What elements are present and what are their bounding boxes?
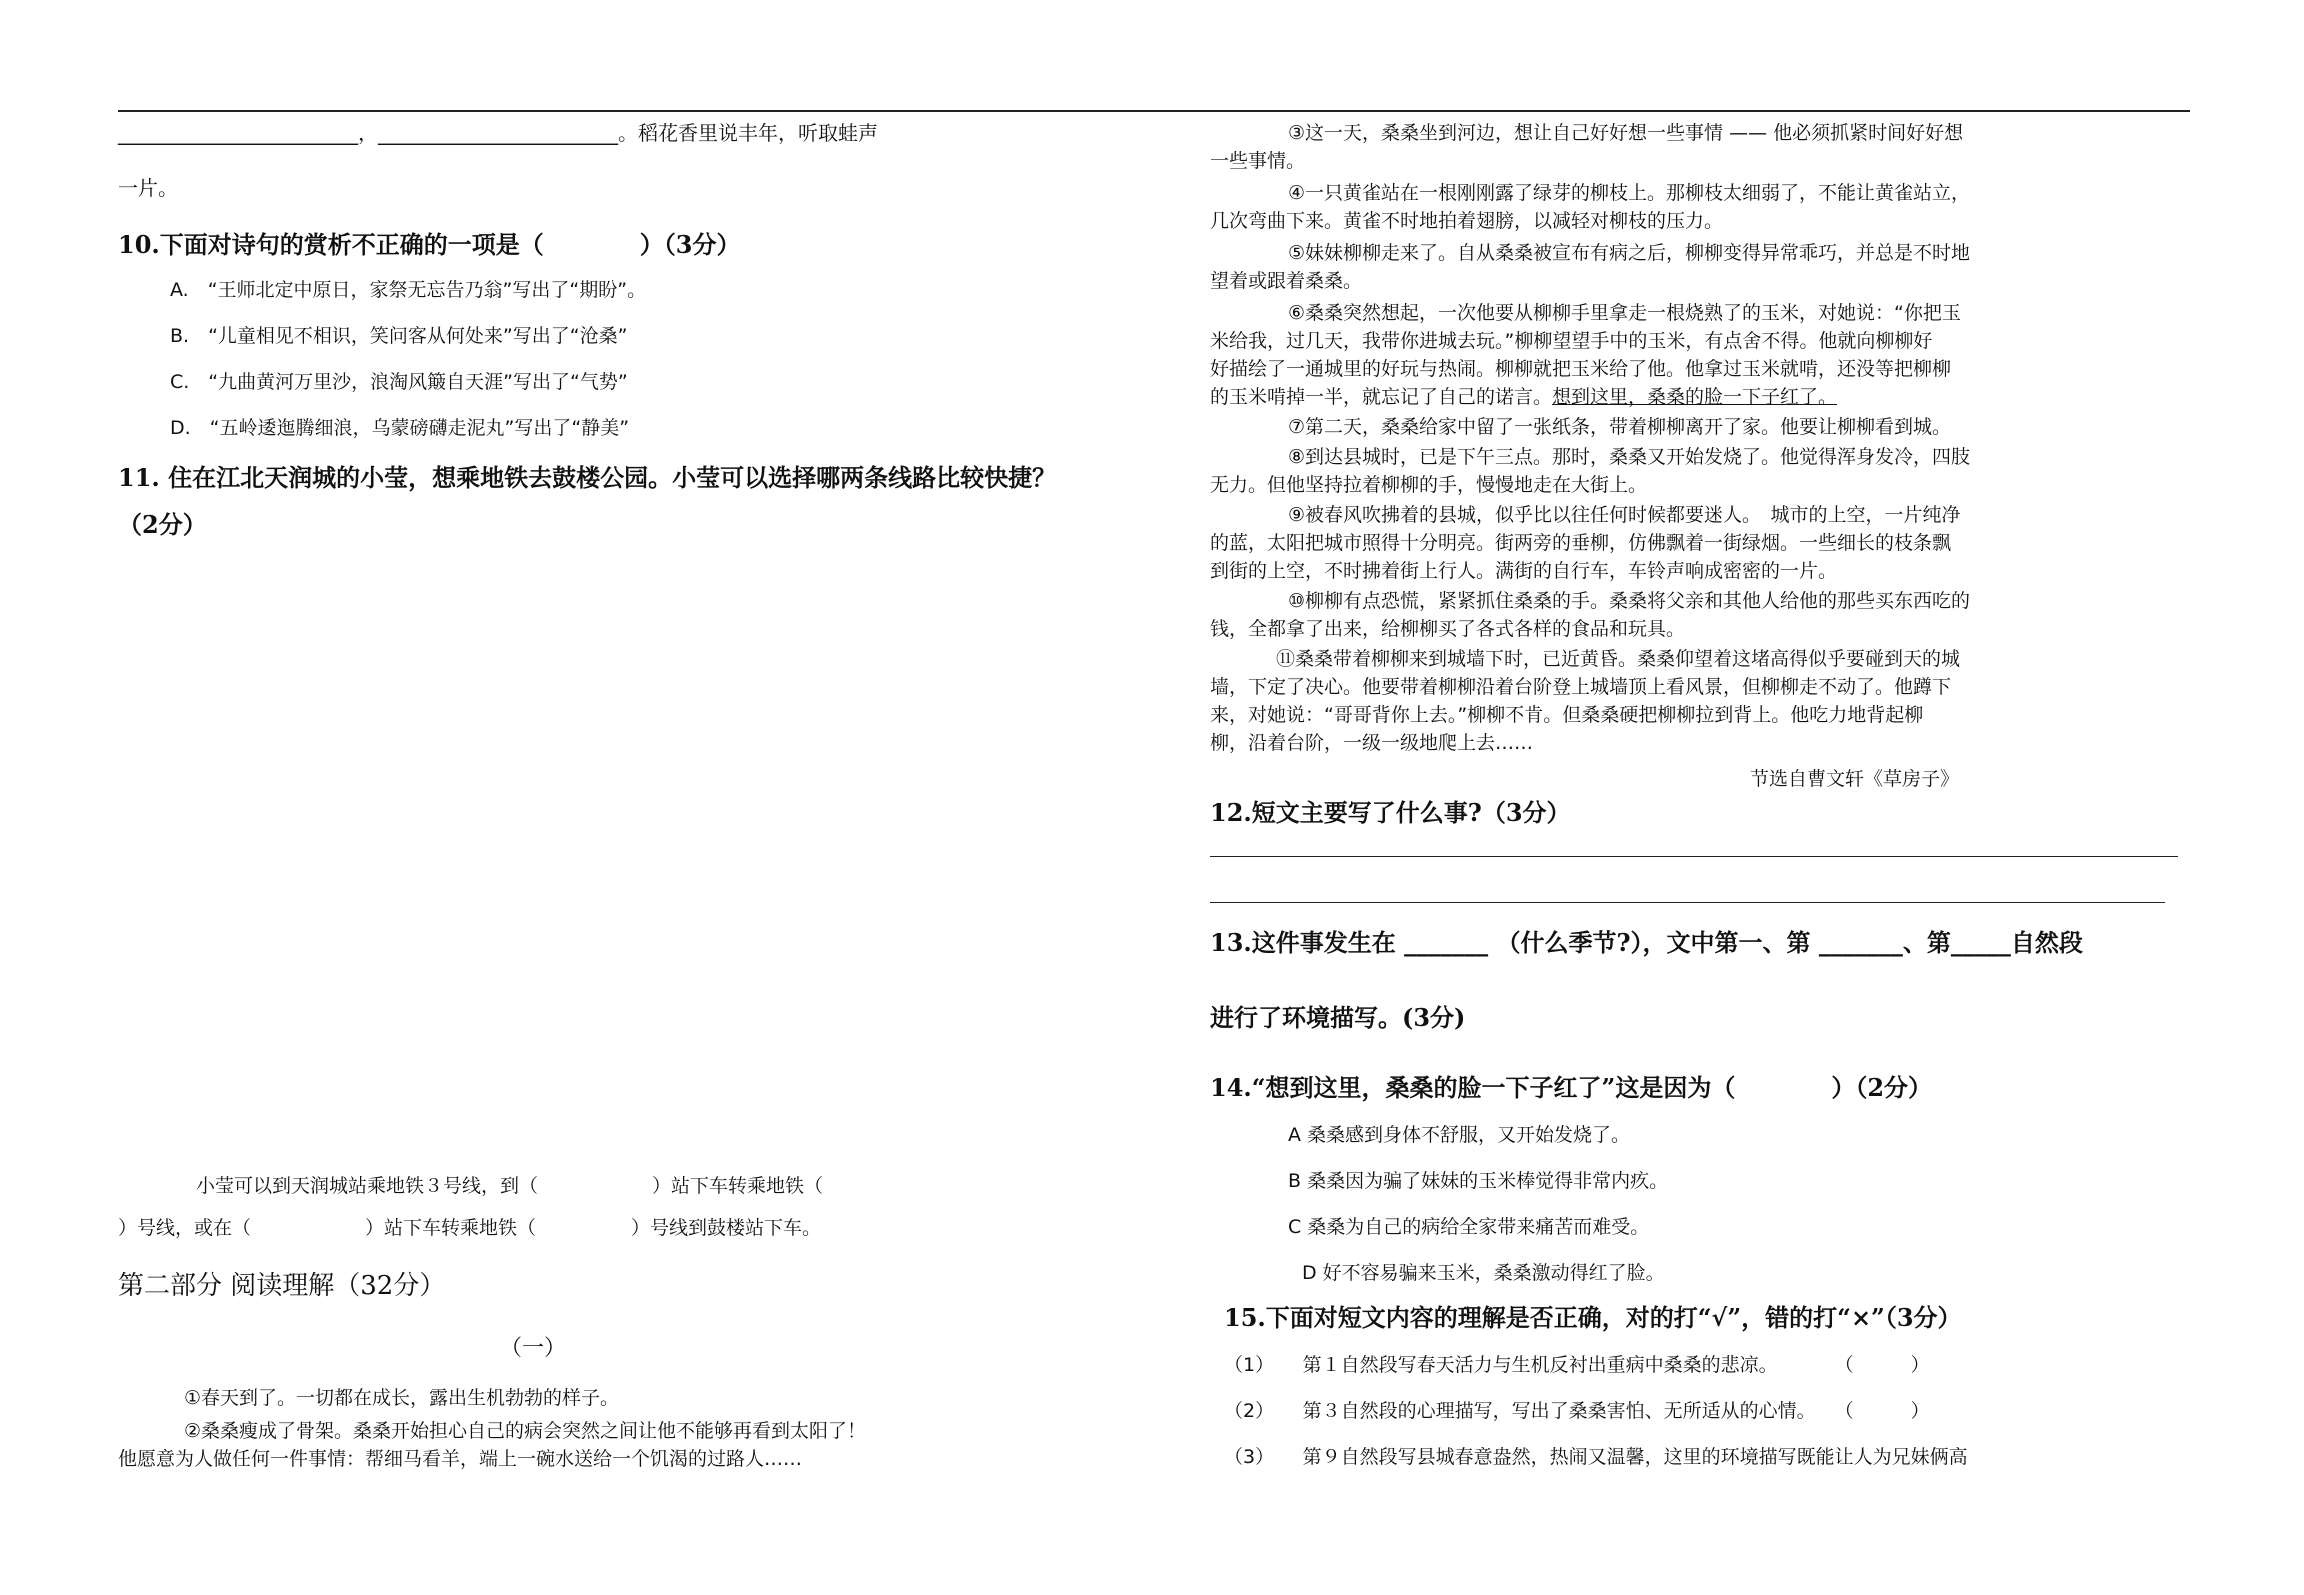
poem-fill-line-1: ________________________，________________________。稻花香里说丰年，听取蛙声 xyxy=(118,121,878,145)
passage-line: 到街的上空，不时拂着街上行人。满街的自行车，车铃声响成密密的一片。 xyxy=(1210,560,1838,582)
passage-line: 好描绘了一通城里的好玩与热闹。柳柳就把玉米给了他。他拿过玉米就啃，还没等把柳柳 xyxy=(1210,358,1952,380)
q10-option-b: B. “儿童相见不相识，笑问客从何处来”写出了“沧桑” xyxy=(170,325,628,347)
passage-line: 钱，全都拿了出来，给柳柳买了各式各样的食品和玩具。 xyxy=(1210,618,1686,640)
passage-line: 望着或跟着桑桑。 xyxy=(1210,270,1363,292)
passage-line: ⑩柳柳有点恐慌，紧紧抓住桑桑的手。桑桑将父亲和其他人给他的那些买东西吃的 xyxy=(1288,590,1971,612)
q14-option-c: C 桑桑为自己的病给全家带来痛苦而难受。 xyxy=(1288,1216,1650,1238)
passage-line: 一些事情。 xyxy=(1210,150,1306,172)
passage-line: ⑦第二天，桑桑给家中留了一张纸条，带着柳柳离开了家。他要让柳柳看到城。 xyxy=(1288,416,1952,438)
passage-line: 米给我，过几天，我带你进城去玩。”柳柳望望手中的玉米，有点舍不得。他就向柳柳好 xyxy=(1210,330,1933,352)
q11-answer-line-2: ）号线，或在（ ）站下车转乘地铁（ ）号线到鼓楼站下车。 xyxy=(118,1217,822,1239)
passage-line: ⑤妹妹柳柳走来了。自从桑桑被宣布有病之后，柳柳变得异常乖巧，并总是不时地 xyxy=(1288,242,1971,264)
passage-line: ⑪桑桑带着柳柳来到城墙下时，已近黄昏。桑桑仰望着这堵高得似乎要碰到天的城 xyxy=(1276,648,1961,670)
passage-line: 无力。但他坚持拉着柳柳的手，慢慢地走在大街上。 xyxy=(1210,474,1648,496)
passage-line: ⑧到达县城时，已是下午三点。那时，桑桑又开始发烧了。他觉得浑身发冷，四肢 xyxy=(1288,446,1971,468)
passage-line: ③这一天，桑桑坐到河边，想让自己好好想一些事情 —— 他必须抓紧时间好好想 xyxy=(1288,122,1964,144)
question-11-stem: 11. 住在江北天润城的小莹，想乘地铁去鼓楼公园。小莹可以选择哪两条线路比较快捷？ xyxy=(118,463,1057,492)
question-15-stem: 15.下面对短文内容的理解是否正确，对的打“√”，错的打“×”（3分） xyxy=(1224,1303,1962,1332)
question-14-stem: 14.“想到这里，桑桑的脸一下子红了”这是因为（ ）（2分） xyxy=(1210,1073,1933,1102)
paragraph-1: ①春天到了。一切都在成长，露出生机勃勃的样子。 xyxy=(184,1387,620,1409)
q15-item-1: （1） 第１自然段写春天活力与生机反衬出重病中桑桑的悲凉。 （ ） xyxy=(1224,1354,1930,1376)
passage-line: 来，对她说：“哥哥背你上去。”柳柳不肯。但桑桑硬把柳柳拉到背上。他吃力地背起柳 xyxy=(1210,704,1924,726)
source-citation: 节选自曹文轩《草房子》 xyxy=(1750,768,1960,790)
passage-line: 的蓝，太阳把城市照得十分明亮。街两旁的垂柳，仿佛飘着一街绿烟。一些细长的枝条飘 xyxy=(1210,532,1952,554)
question-13-line-1: 13.这件事发生在 _______ （什么季节?），文中第一、第 _______、第_____自然段 xyxy=(1210,928,2083,957)
passage-line: 几次弯曲下来。黄雀不时地拍着翅膀，以减轻对柳枝的压力。 xyxy=(1210,210,1724,232)
q11-answer-line-1: 小莹可以到天润城站乘地铁３号线，到（ ）站下车转乘地铁（ xyxy=(196,1175,824,1197)
question-13-line-2: 进行了环境描写。(3分) xyxy=(1210,1003,1466,1032)
passage-line-text: 的玉米啃掉一半，就忘记了自己的诺言。 xyxy=(1210,386,1553,408)
top-rule xyxy=(118,110,2190,112)
question-10-stem: 10.下面对诗句的赏析不正确的一项是（ ）（3分） xyxy=(118,230,741,259)
passage-line: 柳，沿着台阶，一级一级地爬上去…… xyxy=(1210,732,1534,754)
passage-line: ④一只黄雀站在一根刚刚露了绿芽的柳枝上。那柳枝太细弱了，不能让黄雀站立， xyxy=(1288,182,1971,204)
q15-item-2: （2） 第３自然段的心理描写，写出了桑桑害怕、无所适从的心情。 （ ） xyxy=(1224,1400,1930,1422)
passage-line: 墙，下定了决心。他要带着柳柳沿着台阶登上城墙顶上看风景，但柳柳走不动了。他蹲下 xyxy=(1210,676,1952,698)
q10-option-c: C. “九曲黄河万里沙，浪淘风簸自天涯”写出了“气势” xyxy=(170,371,628,393)
poem-fill-line-2: 一片。 xyxy=(118,176,178,200)
answer-line[interactable] xyxy=(1210,902,2165,903)
passage-line: ⑨被春风吹拂着的县城，似乎比以往任何时候都要迷人。 城市的上空，一片纯净 xyxy=(1288,504,1961,526)
q10-option-a: A. “王师北定中原日，家祭无忘告乃翁”写出了“期盼”。 xyxy=(170,279,647,301)
passage-number: （一） xyxy=(500,1336,567,1361)
q10-option-d: D. “五岭逶迤腾细浪，乌蒙磅礴走泥丸”写出了“静美” xyxy=(170,417,630,439)
part-2-title: 第二部分 阅读理解（32分） xyxy=(118,1271,446,1301)
q14-option-b: B 桑桑因为骗了妹妹的玉米棒觉得非常内疚。 xyxy=(1288,1170,1669,1192)
underlined-sentence: 想到这里，桑桑的脸一下子红了。 xyxy=(1552,386,1838,408)
paragraph-2-line-1: ②桑桑瘦成了骨架。桑桑开始担心自己的病会突然之间让他不能够再看到太阳了！ xyxy=(184,1420,867,1442)
passage-line xyxy=(1210,384,1837,410)
question-11-score: （2分） xyxy=(118,510,207,539)
q14-option-a: A 桑桑感到身体不舒服，又开始发烧了。 xyxy=(1288,1124,1631,1146)
paragraph-2-line-2: 他愿意为人做任何一件事情：帮细马看羊，端上一碗水送给一个饥渴的过路人…… xyxy=(118,1448,803,1470)
q14-option-d: D 好不容易骗来玉米，桑桑激动得红了脸。 xyxy=(1302,1262,1665,1284)
q15-item-3: （3） 第９自然段写县城春意盎然，热闹又温馨，这里的环境描写既能让人为兄妹俩高 xyxy=(1224,1446,1968,1468)
answer-line[interactable] xyxy=(1210,856,2178,857)
passage-line: ⑥桑桑突然想起，一次他要从柳柳手里拿走一根烧熟了的玉米，对她说：“你把玉 xyxy=(1288,302,1961,324)
question-12-stem: 12.短文主要写了什么事?（3分） xyxy=(1210,798,1571,827)
